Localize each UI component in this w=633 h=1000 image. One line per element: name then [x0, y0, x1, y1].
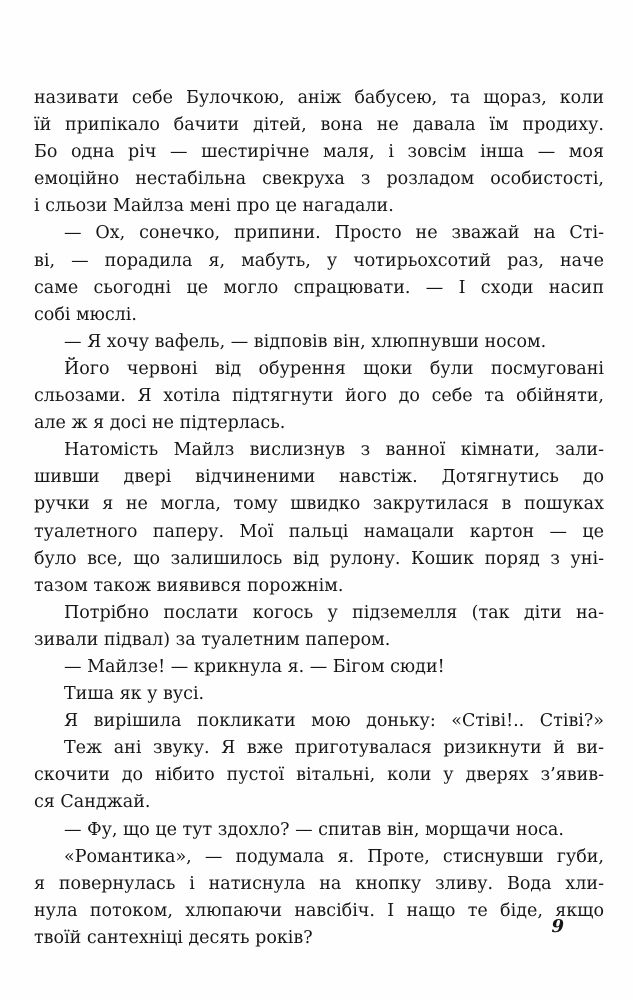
- text-line: туалетного паперу. Мої пальці намацали картон — це: [34, 521, 604, 542]
- text-line: «Романтика», — подумала я. Проте, стиснувши губи,: [64, 846, 604, 867]
- text-line: Бо одна річ — шестирічне маля, і зовсім інша — моя: [34, 142, 604, 163]
- text-line: ві, — порадила я, мабуть, у чотирьохсотий раз, наче: [34, 250, 604, 271]
- text-line: — Ох, сонечко, припини. Просто не зважай на Сті-: [64, 223, 604, 244]
- text-line: емоційно нестабільна свекруха з розладом особистості,: [34, 169, 604, 190]
- text-line: ручки я не могла, тому швидко закрутилася в пошуках: [34, 494, 604, 515]
- text-line: твоїй сантехніці десять років?: [34, 927, 313, 948]
- page-number: 9: [551, 916, 564, 937]
- text-line: Його червоні від обурення щоки були посмуговані: [64, 358, 604, 379]
- text-line: було все, що залишилось від рулону. Кошик поряд з уні-: [34, 548, 604, 569]
- page-body-text: [34, 85, 604, 952]
- text-line: зивали підвал) за туалетним папером.: [34, 629, 391, 650]
- text-line: саме сьогодні це могло спрацювати. — І сходи насип: [34, 277, 604, 298]
- text-line: шивши двері відчиненими навстіж. Дотягнутись до: [34, 467, 604, 488]
- text-line: — Фу, що це тут здохло? — спитав він, морщачи носа.: [64, 819, 564, 840]
- text-line: Теж ані звуку. Я вже приготувалася ризикнути й ви-: [64, 738, 604, 759]
- text-line: Потрібно послати когось у підземелля (так діти на-: [64, 602, 604, 623]
- text-line: ся Санджай.: [34, 792, 151, 813]
- text-line: Тиша як у вусі.: [64, 684, 205, 705]
- text-line: тазом також виявився порожнім.: [34, 575, 344, 596]
- text-line: їй припікало бачити дітей, вона не давала їм продиху.: [34, 115, 604, 136]
- text-line: Я вирішила покликати мою доньку: «Стіві!.. Стіві?»: [64, 711, 604, 732]
- text-line: і сльози Майлза мені про це нагадали.: [34, 196, 394, 217]
- text-line: — Майлзе! — крикнула я. — Бігом сюди!: [64, 656, 445, 677]
- text-line: але ж я досі не підтерлась.: [34, 413, 286, 434]
- text-line: називати себе Булочкою, аніж бабусею, та щораз, коли: [34, 88, 604, 108]
- text-line: собі мюслі.: [34, 304, 137, 325]
- text-line: сльозами. Я хотіла підтягнути його до себе та обійняти,: [34, 386, 604, 407]
- text-line: я повернулась і натиснула на кнопку зливу. Вода хли-: [34, 873, 604, 894]
- text-line: нула потоком, хлюпаючи навсібіч. І нащо те біде, якщо: [34, 900, 604, 921]
- text-line: скочити до нібито пустої вітальні, коли у дверях з’явив-: [34, 765, 604, 786]
- text-line: Натомість Майлз вислизнув з ванної кімнати, зали-: [64, 440, 604, 461]
- text-line: — Я хочу вафель, — відповів він, хлюпнувши носом.: [64, 331, 547, 352]
